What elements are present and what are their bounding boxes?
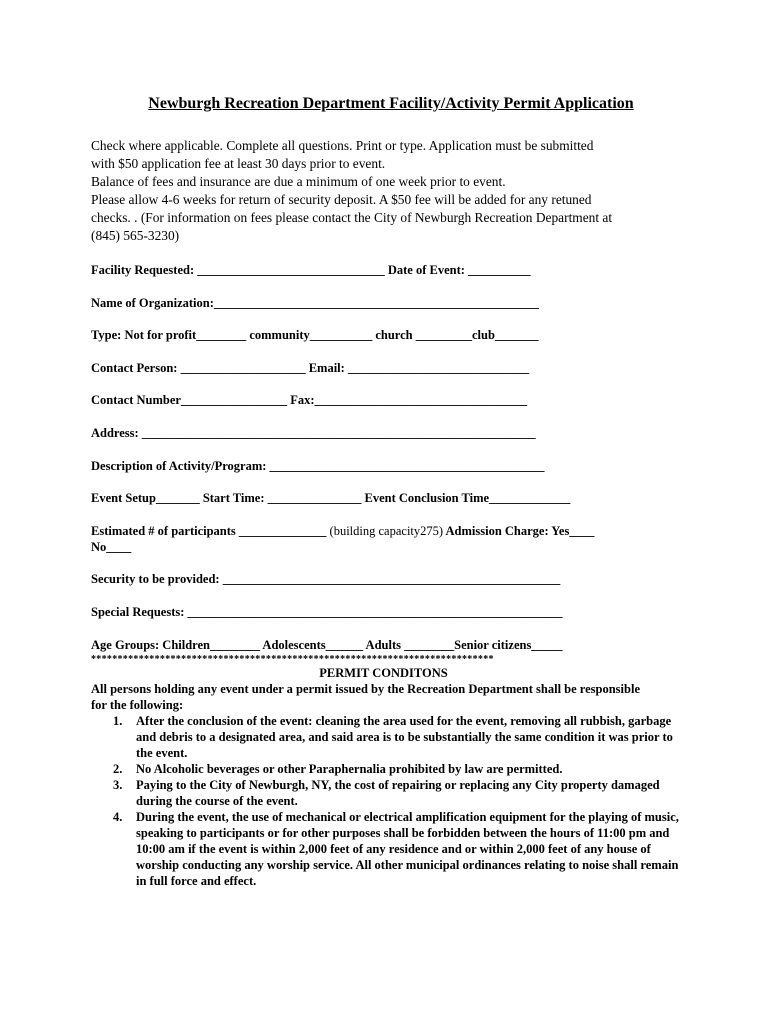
condition-item: [91, 713, 691, 761]
conditions-list: [91, 713, 691, 889]
condition-text: No Alcoholic beverages or other Paraphernalia prohibited by law are permitted.: [136, 761, 563, 776]
instructions: [91, 137, 691, 245]
description-field[interactable]: Description of Activity/Program: ____________________________________________: [91, 458, 545, 473]
condition-item: [91, 809, 691, 889]
admission-charge-label: Admission Charge: Yes____: [443, 523, 595, 538]
separator: ****************************************************************************: [91, 653, 494, 665]
condition-text: During the event, the use of mechanical or electrical amplification equipment for the playing of music, speaking to participants or for other purposes shall be forbidden between the hours of 11:00 pm and 10:00 am if the event is within 2,000 feet of any residence and or within 2,000 feet of any house of worship conducting any worship service. All other municipal ordinances relating to noise shall remain in full force and effect.: [136, 809, 679, 888]
page-title: Newburgh Recreation Department Facility/Activity Permit Application: [148, 95, 634, 112]
contact-number-fax-field[interactable]: Contact Number_________________ Fax:__________________________________: [91, 393, 528, 408]
event-time-field[interactable]: Event Setup_______ Start Time: _______________ Event Conclusion Time_____________: [91, 491, 571, 506]
condition-item: [91, 761, 691, 777]
condition-text: Paying to the City of Newburgh, NY, the cost of repairing or replacing any City property damaged during the course of the event.: [136, 777, 660, 808]
instruction-line: (845) 565-3230): [91, 228, 180, 243]
permit-application-page: [91, 95, 691, 889]
instruction-line: with $50 application fee at least 30 days prior to event.: [91, 156, 386, 171]
admission-no-field[interactable]: No____: [91, 539, 132, 554]
building-capacity-note: (building capacity275): [329, 523, 444, 538]
condition-item: [91, 777, 691, 809]
contact-email-field[interactable]: Contact Person: ____________________ Email: _____________________________: [91, 360, 530, 375]
condition-number: 3.: [113, 777, 123, 792]
participants-label: Estimated # of participants ______________: [91, 523, 330, 538]
conditions-intro: All persons holding any event under a permit issued by the Recreation Department shall be responsible for the following:: [91, 681, 640, 712]
condition-number: 1.: [113, 713, 123, 728]
instruction-line: Please allow 4-6 weeks for return of security deposit. A $50 fee will be added for any retuned: [91, 192, 592, 207]
address-field[interactable]: Address: _______________________________________________________________: [91, 425, 536, 440]
condition-number: 2.: [113, 761, 123, 776]
facility-date-field[interactable]: Facility Requested: ______________________________ Date of Event: __________: [91, 263, 531, 277]
instruction-line: Check where applicable. Complete all questions. Print or type. Application must be submitted: [91, 138, 594, 153]
age-groups-field[interactable]: Age Groups: Children________ Adolescents______ Adults ________Senior citizens_____: [91, 637, 563, 652]
security-field[interactable]: Security to be provided: ______________________________________________________: [91, 572, 561, 587]
conditions-title: PERMIT CONDITONS: [319, 665, 448, 680]
special-requests-field[interactable]: Special Requests: ____________________________________________________________: [91, 604, 563, 619]
condition-text: After the conclusion of the event: cleaning the area used for the event, removing all rubbish, garbage and debris to a designated area, and said area is to be substantially the same condition it was prior to the event.: [136, 713, 673, 760]
organization-field[interactable]: Name of Organization:____________________________________________________: [91, 295, 539, 310]
instruction-line: Balance of fees and insurance are due a minimum of one week prior to event.: [91, 174, 506, 189]
type-field[interactable]: Type: Not for profit________ community__________ church _________club_______: [91, 328, 539, 343]
condition-number: 4.: [113, 809, 123, 824]
instruction-line: checks. . (For information on fees please contact the City of Newburgh Recreation Department at: [91, 210, 613, 225]
participants-field[interactable]: [91, 523, 691, 539]
